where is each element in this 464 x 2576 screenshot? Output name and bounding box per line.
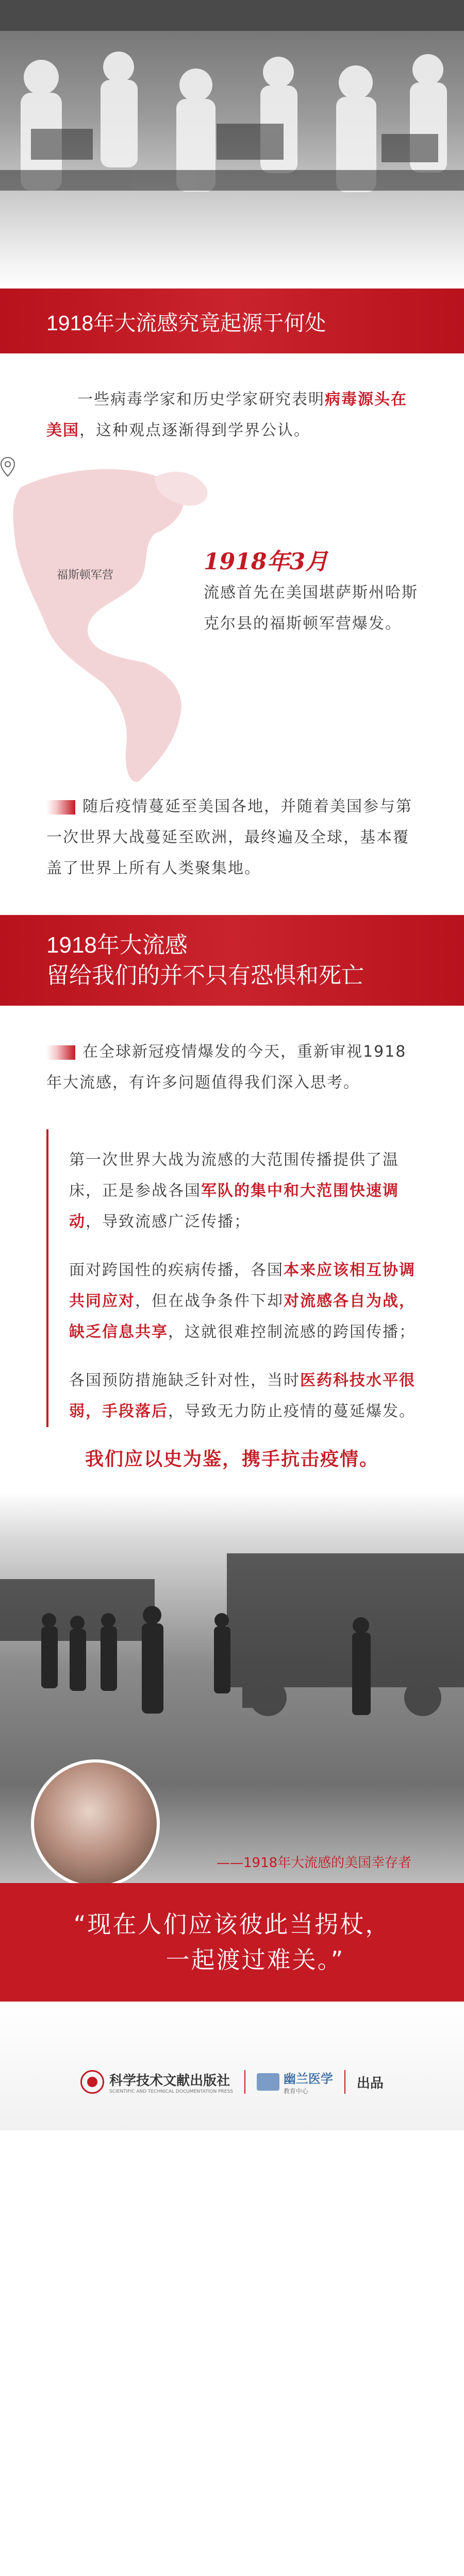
survivor-quote <box>0 1883 464 2002</box>
analysis-text: ，导致无力防止疫情的蔓延爆发。 <box>168 1402 416 1420</box>
reflect-text: 在全球新冠疫情爆发的今天，重新审视1918年大流感，有许多问题值得我们深入思考。 <box>46 1043 407 1092</box>
location-pin-icon <box>0 456 15 477</box>
section-title-legacy-line2: 留给我们的并不只有恐惧和死亡 <box>46 963 364 988</box>
section-title-legacy-line1: 1918年大流感 <box>46 932 188 958</box>
produced-by-label: 出品 <box>356 2075 384 2091</box>
survivor-portrait <box>31 1759 160 1883</box>
analysis-point-2 <box>69 1255 418 1348</box>
americas-map-block <box>0 456 464 786</box>
intro-highlight: 病毒源头在美国 <box>46 391 407 439</box>
intro-text: 一些病毒学家和历史学家研究表明 <box>77 391 325 409</box>
section-title-legacy <box>0 915 464 1006</box>
partner-logo <box>257 2069 333 2095</box>
outbreak-date: 1918年3月 <box>204 549 328 575</box>
intro-paragraph <box>0 353 464 446</box>
paragraph-marker <box>46 1045 75 1060</box>
quote-line-1: “现在人们应该彼此当拐杖， <box>73 1910 391 1938</box>
section-title-origin-text: 1918年大流感究竟起源于何处 <box>46 311 326 335</box>
outbreak-description: 流感首先在美国堪萨斯州哈斯克尔县的福斯顿军营爆发。 <box>204 584 418 633</box>
publisher-name: 科学技术文献出版社 <box>109 2073 230 2089</box>
quote-line-2: 一起渡过难关。” <box>165 1946 345 1974</box>
partner-emblem-icon <box>257 2073 279 2091</box>
analysis-text: ，但在战争条件下却 <box>135 1292 284 1310</box>
section-title-origin <box>0 289 464 353</box>
publisher-logo <box>80 2070 233 2094</box>
analysis-text: ，这就很难控制流感的跨国传播； <box>168 1323 416 1341</box>
analysis-box <box>46 1129 418 1427</box>
analysis-text: 第一次世界大战为流感的大范围传播提供了温床，正是参战各国 <box>69 1151 399 1200</box>
hospital-ward-photo <box>0 0 464 289</box>
reflect-paragraph <box>0 1006 464 1098</box>
analysis-highlight: 本来应该相互协调共同应对 <box>69 1261 416 1310</box>
analysis-text: ，导致流感广泛传播； <box>86 1213 251 1231</box>
spread-text: 随后疫情蔓延至美国各地，并随着美国参与第一次世界大战蔓延至欧洲，最终遍及全球，基本覆盖了世界上所有人类聚集地。 <box>46 798 412 877</box>
survivor-caption: ——1918年大流感的美国幸存者 <box>217 1855 412 1871</box>
analysis-text: 各国预防措施缺乏针对性，当时 <box>69 1371 300 1389</box>
analysis-point-1 <box>69 1145 418 1238</box>
partner-name: 幽兰医学 <box>283 2072 333 2086</box>
analysis-point-3 <box>69 1365 418 1427</box>
publisher-name-en: SCIENTIFIC AND TECHNICAL DOCUMENTATION PRESS <box>109 2089 233 2094</box>
partner-subtitle: 教育中心 <box>283 2088 308 2095</box>
analysis-highlight: 医药科技水平很弱，手段落后 <box>69 1371 416 1420</box>
slogan: 我们应以史为鉴，携手抗击疫情。 <box>85 1449 379 1470</box>
footer <box>0 2002 464 2130</box>
paragraph-marker <box>46 800 75 815</box>
intro-text-end: ，这种观点逐渐得到学界公认。 <box>79 421 310 439</box>
spread-paragraph <box>0 791 464 884</box>
publisher-emblem-icon <box>80 2070 104 2094</box>
analysis-highlight: 军队的集中和大范围快速调动 <box>69 1182 399 1231</box>
footer-logos <box>0 2069 464 2095</box>
analysis-text: 面对跨国性的疾病传播，各国 <box>69 1261 284 1279</box>
logo-divider <box>244 2070 245 2094</box>
logo-divider <box>344 2070 345 2094</box>
ambulance-nurses-photo <box>0 1492 464 1883</box>
map-location-label: 福斯顿军营 <box>57 569 114 582</box>
analysis-highlight: 对流感各自为战，缺乏信息共享 <box>69 1292 416 1341</box>
